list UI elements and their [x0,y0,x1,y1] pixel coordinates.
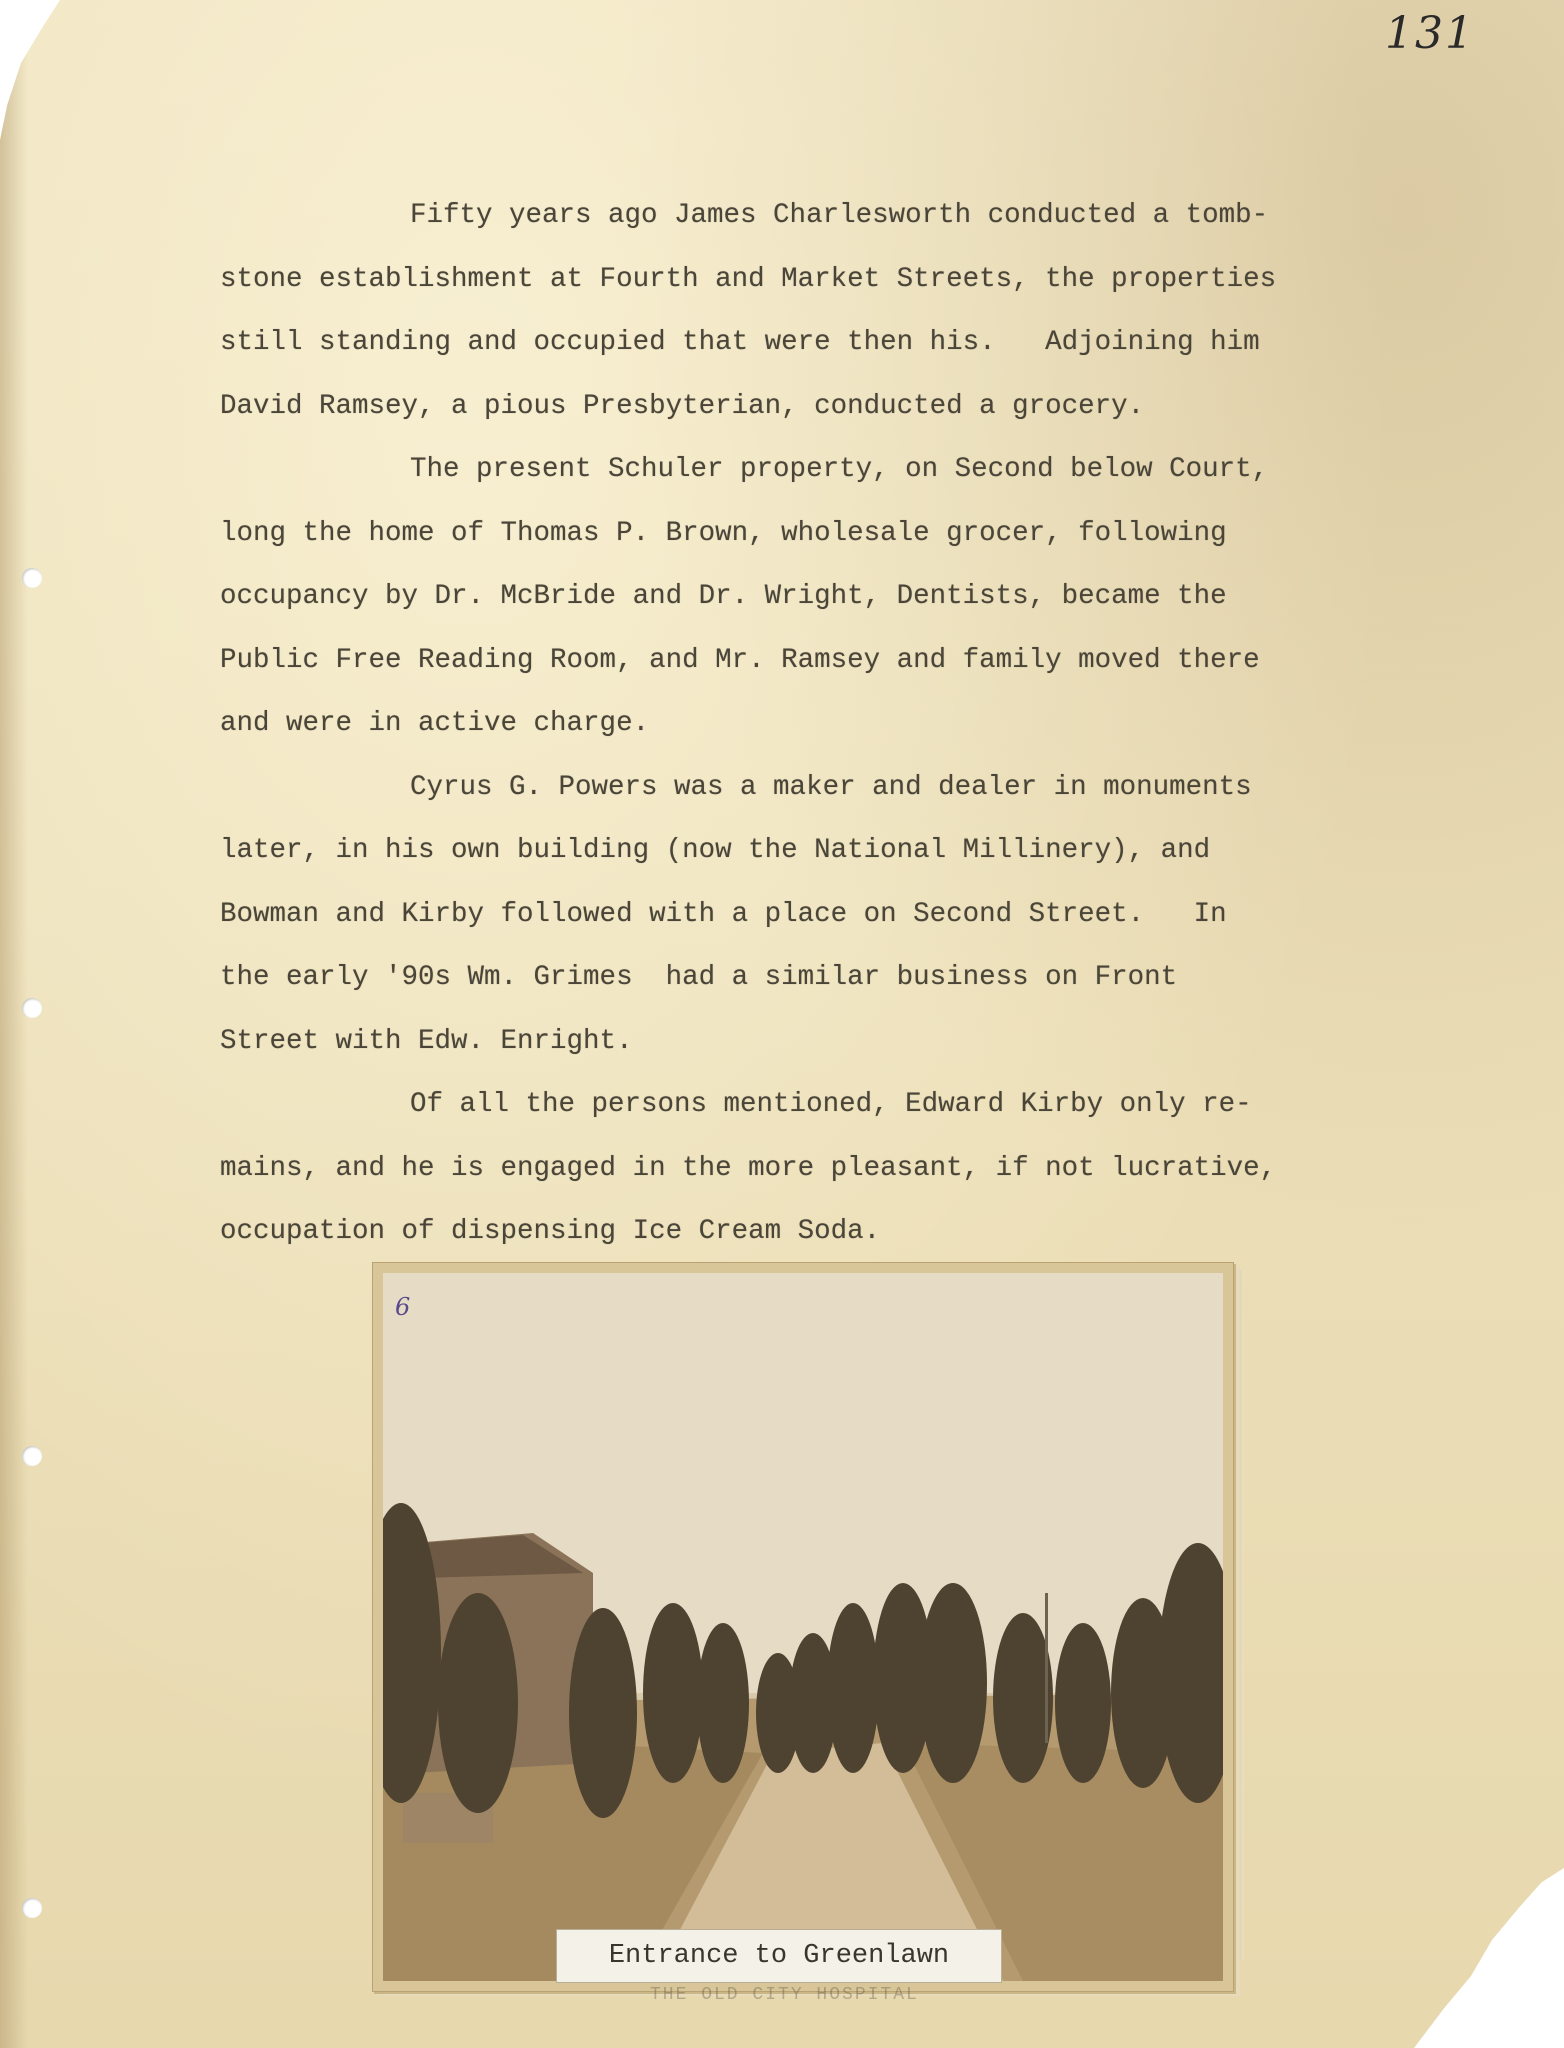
text-line: mains, and he is engaged in the more pleasant, if not lucrative, [220,1152,1277,1184]
text-line: long the home of Thomas P. Brown, wholesale grocer, following [220,517,1227,549]
text-line: David Ramsey, a pious Presbyterian, conducted a grocery. [220,390,1145,422]
text-line: The present Schuler property, on Second below Court, [410,454,1269,485]
photo-caption: Entrance to Greenlawn [556,1929,1002,1983]
torn-corner-bottom [1414,1868,1564,2048]
faded-caption-text: THE OLD CITY HOSPITAL [650,1985,919,2005]
punch-hole-3 [22,1446,42,1466]
punch-hole-2 [22,998,42,1018]
text-line: stone establishment at Fourth and Market Streets, the properties [220,263,1277,295]
text-line: the early '90s Wm. Grimes had a similar business on Front [220,962,1178,993]
text-line: Fifty years ago James Charlesworth conducted a tomb- [410,200,1269,231]
text-line: Public Free Reading Room, and Mr. Ramsey and family moved there [220,644,1260,676]
photo-corner-mark: 6 [395,1293,411,1321]
text-line: Of all the persons mentioned, Edward Kirby only re- [410,1089,1252,1120]
cemetery-photo [383,1273,1223,1981]
typed-text [220,184,1470,1264]
text-line: still standing and occupied that were then his. Adjoining him [220,327,1260,358]
text-line: occupation of dispensing Ice Cream Soda. [220,1216,881,1247]
text-line: occupancy by Dr. McBride and Dr. Wright, Dentists, became the [220,581,1227,612]
text-line: Cyrus G. Powers was a maker and dealer in monuments [410,771,1252,803]
text-line: later, in his own building (now the National Millinery), and [220,835,1211,866]
photo-scene [383,1273,1223,1981]
text-line: Street with Edw. Enright. [220,1025,633,1057]
page-number: 131 [1385,8,1475,59]
photo-mount [372,1262,1234,1992]
punch-hole-1 [22,568,42,588]
text-line: Bowman and Kirby followed with a place on Second Street. In [220,898,1227,930]
text-line: and were in active charge. [220,708,650,739]
punch-hole-4 [22,1898,42,1918]
paper-edge-shadow [0,0,28,2048]
